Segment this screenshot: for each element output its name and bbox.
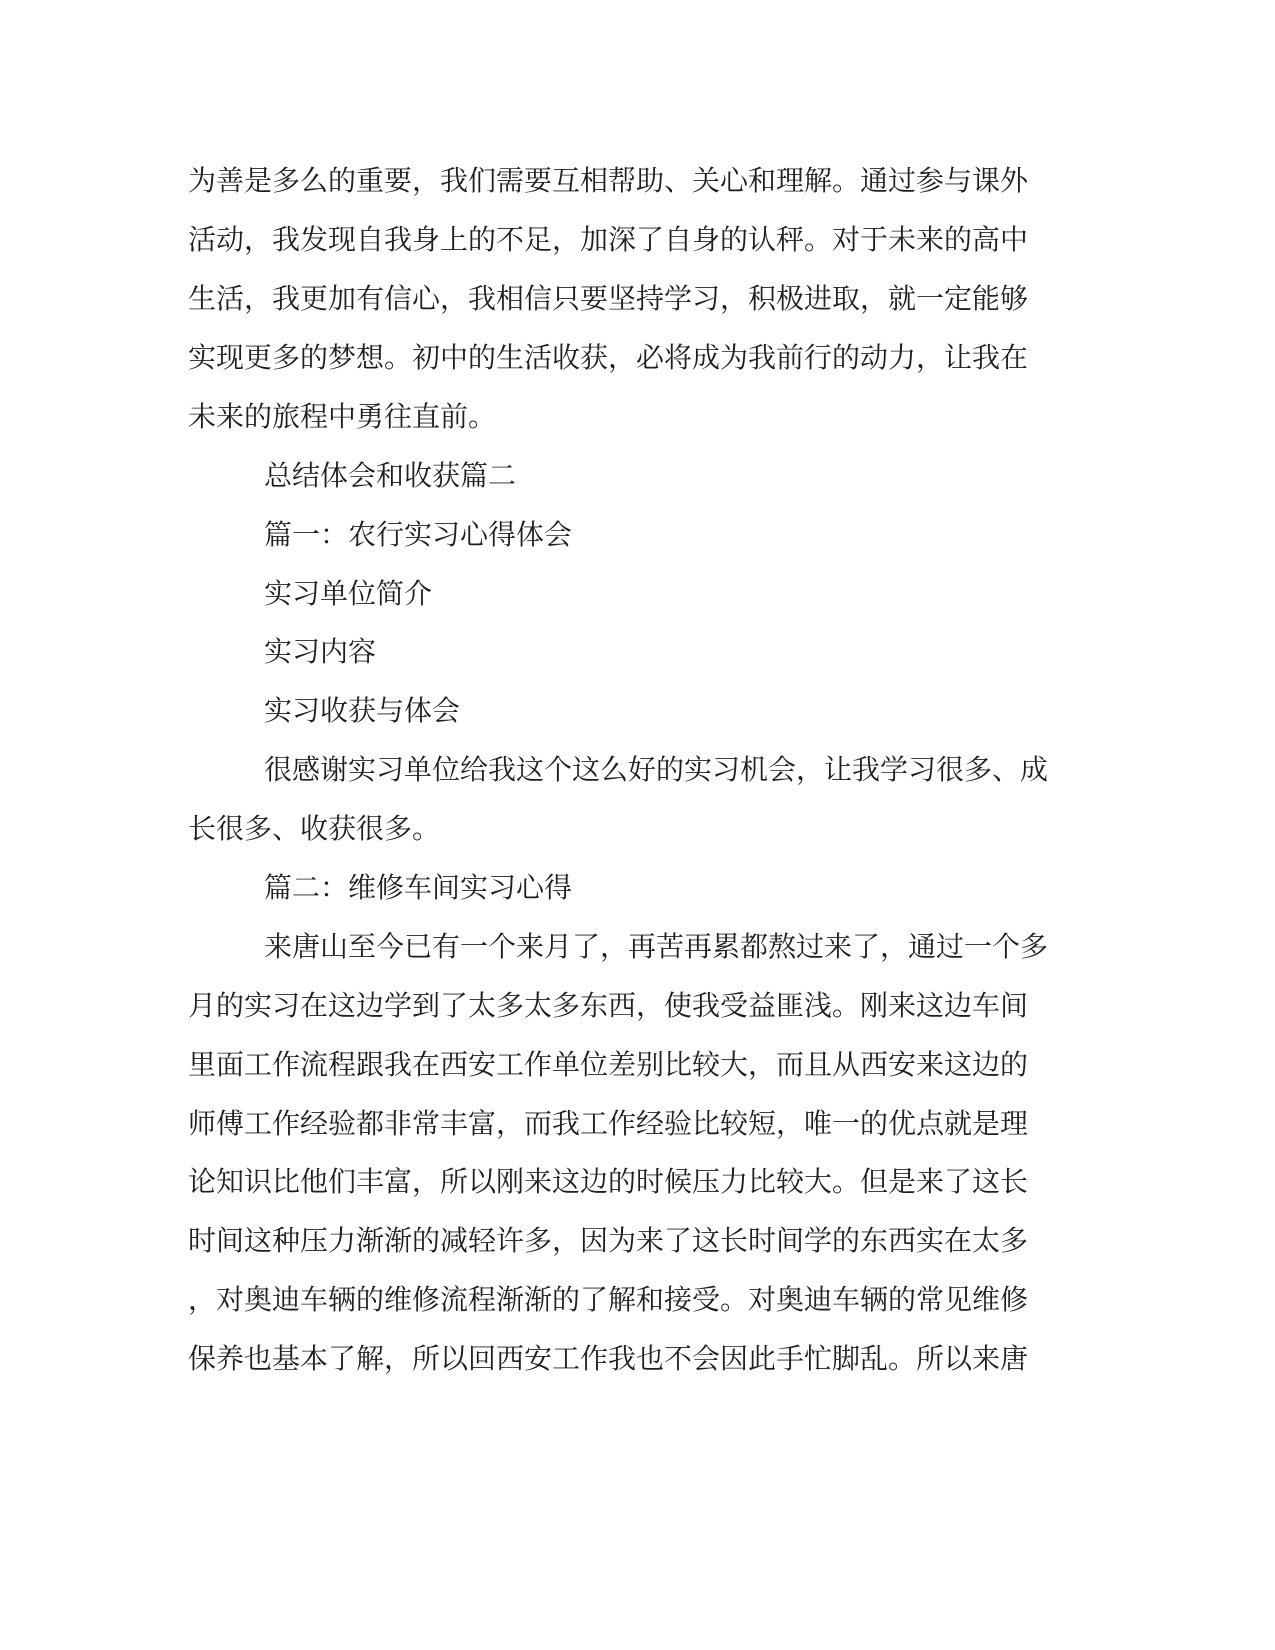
paragraph-line: 里面工作流程跟我在西安工作单位差别比较大，而且从西安来这边的	[188, 1048, 1029, 1081]
paragraph-line: 论知识比他们丰富，所以刚来这边的时候压力比较大。但是来了这长	[188, 1165, 1029, 1198]
subsection-heading: 实习内容	[264, 635, 377, 668]
paragraph-line: 很感谢实习单位给我这个这么好的实习机会，让我学习很多、成	[264, 753, 1049, 786]
subsection-heading: 实习收获与体会	[264, 694, 461, 727]
section-heading: 总结体会和收获篇二	[264, 459, 517, 492]
paragraph-line: 生活，我更加有信心，我相信只要坚持学习，积极进取，就一定能够	[188, 282, 1029, 315]
paragraph-line: 来唐山至今已有一个来月了，再苦再累都熬过来了，通过一个多	[264, 930, 1049, 963]
subsection-heading: 篇一：农行实习心得体会	[264, 518, 573, 551]
paragraph-line: 实现更多的梦想。初中的生活收获，必将成为我前行的动力，让我在	[188, 341, 1029, 374]
paragraph-line: 月的实习在这边学到了太多太多东西，使我受益匪浅。刚来这边车间	[188, 989, 1029, 1022]
paragraph-line: 为善是多么的重要，我们需要互相帮助、关心和理解。通过参与课外	[188, 164, 1029, 197]
subsection-heading: 实习单位简介	[264, 577, 433, 610]
subsection-heading: 篇二：维修车间实习心得	[264, 871, 573, 904]
paragraph-line: 活动，我发现自我身上的不足，加深了自身的认秤。对于未来的高中	[188, 223, 1029, 256]
paragraph-line: ，对奥迪车辆的维修流程渐渐的了解和接受。对奥迪车辆的常见维修	[188, 1283, 1029, 1316]
paragraph-line: 师傅工作经验都非常丰富，而我工作经验比较短，唯一的优点就是理	[188, 1107, 1029, 1140]
paragraph-line: 保养也基本了解，所以回西安工作我也不会因此手忙脚乱。所以来唐	[188, 1342, 1029, 1375]
paragraph-line: 时间这种压力渐渐的减轻许多，因为来了这长时间学的东西实在太多	[188, 1224, 1029, 1257]
paragraph-line: 长很多、收获很多。	[188, 812, 441, 845]
paragraph-line: 未来的旅程中勇往直前。	[188, 400, 497, 433]
